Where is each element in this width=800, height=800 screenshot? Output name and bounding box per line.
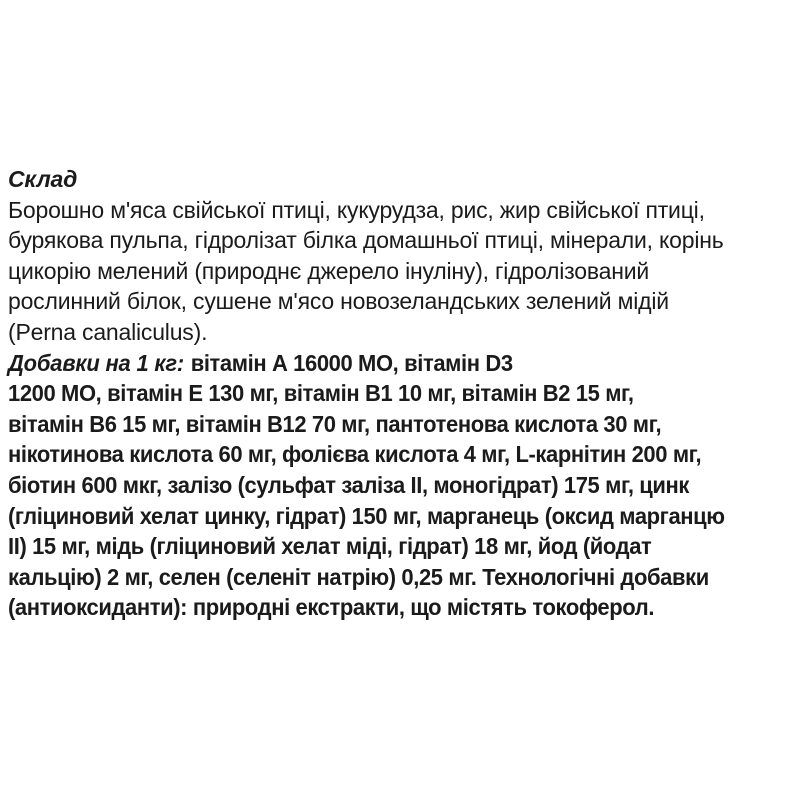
additives-text-line: (антиоксиданти): природні екстракти, що містять токоферол.: [8, 594, 655, 621]
additives-text-line: біотин 600 мкг, залізо (сульфат заліза II, моногідрат) 175 мг, цинк: [8, 471, 690, 498]
composition-text-line: (Perna canaliculus).: [8, 318, 208, 345]
additives-paragraph: [8, 378, 800, 623]
composition-paragraph: [8, 195, 800, 348]
composition-text-line: цикорію мелений (природнє джерело інуліну), гідролізований: [8, 257, 650, 284]
composition-heading: Склад: [8, 166, 78, 192]
additives-text-line: II) 15 мг, мідь (гліциновий хелат міді, гідрат) 18 мг, йод (йодат: [8, 533, 652, 560]
composition-text-line: бурякова пульпа, гідролізат білка домашньої птиці, мінерали, корінь: [8, 227, 724, 254]
composition-text-line: рослинний білок, сушене м'ясо новозеландських зелений мідій: [8, 288, 669, 315]
additives-text-line: 1200 МО, вітамін Е 130 мг, вітамін В1 10 мг, вітамін В2 15 мг,: [8, 380, 634, 407]
composition-text-line: Борошно м'яса свійської птиці, кукурудза, рис, жир свійської птиці,: [8, 196, 705, 223]
additives-intro-text: вітамін А 16000 МО, вітамін D3: [190, 349, 513, 376]
additives-heading: Добавки на 1 кг:: [8, 349, 185, 376]
additives-text-line: (гліциновий хелат цинку, гідрат) 150 мг, марганець (оксид марганцю: [8, 502, 725, 529]
additives-text-line: кальцію) 2 мг, селен (селеніт натрію) 0,25 мг. Технологічні добавки: [8, 563, 709, 590]
additives-text-line: нікотинова кислота 60 мг, фолієва кислота 4 мг, L-карнітин 200 мг,: [8, 441, 702, 468]
additives-text-line: вітамін В6 15 мг, вітамін В12 70 мг, пантотенова кислота 30 мг,: [8, 410, 662, 437]
additives-first-line: [8, 348, 764, 379]
